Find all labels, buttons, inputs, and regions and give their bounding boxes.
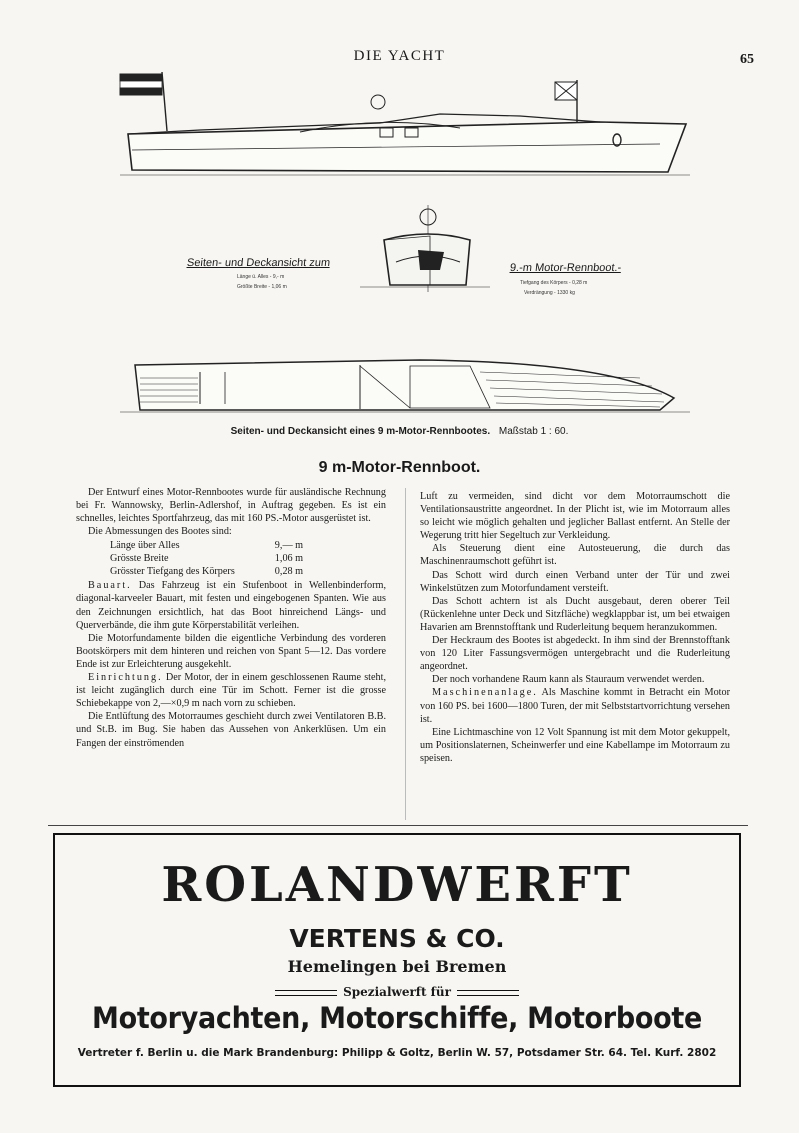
article-column-left — [76, 486, 386, 822]
double-rule — [457, 990, 519, 996]
dim-label: Länge über Alles — [110, 540, 180, 552]
paragraph: Der Heckraum des Bootes ist abgedeckt. In ihm sind der Brennstofftank von 120 Liter Fassungsvermögen untergebracht und die Ruderleitung angeordnet. — [420, 635, 730, 673]
ad-specialty-text: Spezialwerft für — [343, 985, 451, 999]
side-view-sub-2: Größte Breite - 1,06 m — [237, 284, 287, 290]
side-view-drawing — [120, 72, 690, 175]
paragraph: Eine Lichtmaschine von 12 Volt Spannung ist mit dem Motor gekuppelt, um Positionslaternen, Scheinwerfer und eine Kabellampe im Motorraum zu speisen. — [420, 726, 730, 764]
caption-text: Seiten- und Deckansicht eines 9 m-Motor-Rennbootes. — [230, 426, 491, 437]
dim-label: Grösster Tiefgang des Körpers — [110, 566, 235, 578]
paragraph-text: Der Motor, der in einem geschlossenen Raume steht, ist leicht zugänglich durch eine Tür im Schott. Ferner ist die grosse Schiebekappe von 2,—×0,9 m nach vorn zu schieben. — [76, 672, 386, 710]
paragraph: Der Entwurf eines Motor-Rennbootes wurde für ausländische Rechnung bei Fr. Wannowsky, Berlin-Adlershof, in Auftrag gegeben. Es ist ein schnelles, leichtes Sportfahrzeug, das mit 160 PS.-Motor ausgerüstet ist. — [76, 487, 386, 525]
paragraph — [420, 686, 730, 725]
double-rule — [275, 990, 337, 996]
section-view-drawing — [360, 205, 490, 292]
horizontal-rule — [48, 825, 748, 826]
deck-view-drawing — [120, 360, 690, 412]
ad-company-name: ROLANDWERFT — [161, 857, 633, 913]
section-lead: Maschinenanlage. — [432, 687, 538, 699]
paragraph: Die Abmessungen des Bootes sind: — [88, 526, 232, 538]
boat-sub-2: Verdrängung - 1330 kg — [524, 290, 575, 296]
ad-products: Motoryachten, Motorschiffe, Motorboote — [92, 1001, 702, 1036]
paragraph: Das Schott achtern ist als Ducht ausgebaut, deren oberer Teil (Rückenlehne unter Deck und Sitzfläche) wegklappbar ist, um bei etwaigen Havarien am Brennstofftank und Ruderleitung bequem heranzukommen. — [420, 595, 730, 633]
boat-name-label: 9.-m Motor-Rennboot.- — [509, 262, 622, 274]
paragraph-text: Das Fahrzeug ist ein Stufenboot in Wellenbinderform, diagonal-karveeler Bauart, mit festen und eingebogenen Spanten. Wie aus den Zeichnungen ersichtlich, hat das Boot hinreichend Längs- und Querverbände, die ihm gute Körperstabilität verleihen. — [76, 580, 386, 631]
paragraph: Das Schott wird durch einen Verband unter der Tür und zwei Winkelstützen zum Motorfundament versteift. — [420, 569, 730, 594]
dimensions-table — [110, 539, 303, 578]
paragraph: Der noch vorhandene Raum kann als Stauraum verwendet werden. — [432, 674, 705, 686]
caption-scale: Maßstab 1 : 60. — [498, 426, 569, 437]
paragraph: Die Motorfundamente bilden die eigentliche Verbindung des vorderen Bootskörpers mit dem hinteren und reichen von Spant 5—12. Das vordere Ende ist zur Erleichterung ausgekehlt. — [76, 632, 386, 670]
dim-label: Grösste Breite — [110, 553, 169, 565]
paragraph: Luft zu vermeiden, sind dicht vor dem Motorraumschott die Ventilationsaustritte angeordnet. In der Plicht ist, wie im Motorraum alles so leicht wie möglich gehalten und jeglicher Ballast entfernt. An Stelle der Wegerung tritt hier Segeltuch zur Verkleidung. — [420, 491, 730, 542]
page-number: 65 — [740, 52, 754, 67]
boat-drawings — [0, 0, 799, 440]
ad-specialty — [55, 985, 739, 999]
boat-sub-1: Tiefgang des Körpers - 0,28 m — [520, 280, 588, 286]
dim-value: 1,06 m — [274, 553, 304, 565]
dim-value: 0,28 m — [274, 566, 304, 578]
journal-title: DIE YACHT — [353, 48, 446, 64]
table-row — [110, 552, 303, 565]
dim-value: 9,— m — [274, 540, 304, 552]
table-row — [110, 565, 303, 578]
paragraph: Als Steuerung dient eine Autosteuerung, die durch das Maschinenraumschott geführt ist. — [420, 543, 730, 568]
paragraph-text: Als Maschine kommt in Betracht ein Motor von 160 PS. bei 1600—1800 Turen, der mit Selbststartvorrichtung versehen ist. — [420, 687, 730, 725]
section-lead: Einrichtung. — [88, 672, 163, 684]
advertisement — [53, 833, 741, 1087]
section-lead: Bauart. — [88, 580, 132, 592]
table-row — [110, 539, 303, 552]
ad-owner: VERTENS & CO. — [289, 924, 505, 953]
article-title: 9 m-Motor-Rennboot. — [318, 459, 481, 476]
paragraph: Die Entlüftung des Motorraumes geschieht durch zwei Ventilatoren B.B. und St.B. im Bug. Sie haben das Aussehen von Ankerklüsen. Um ein Fangen der einströmenden — [76, 711, 386, 749]
figure-caption — [0, 426, 799, 437]
ad-location: Hemelingen bei Bremen — [287, 957, 507, 976]
column-divider — [405, 488, 406, 820]
paragraph — [76, 671, 386, 710]
paragraph — [76, 579, 386, 631]
side-view-label: Seiten- und Deckansicht zum — [186, 257, 331, 269]
ad-representative: Vertreter f. Berlin u. die Mark Brandenburg: Philipp & Goltz, Berlin W. 57, Potsdamer Str. 64. Tel. Kurf. 2802 — [77, 1047, 717, 1059]
article-column-right — [420, 490, 730, 826]
side-view-sub-1: Länge ü. Alles - 9,- m — [237, 274, 285, 280]
